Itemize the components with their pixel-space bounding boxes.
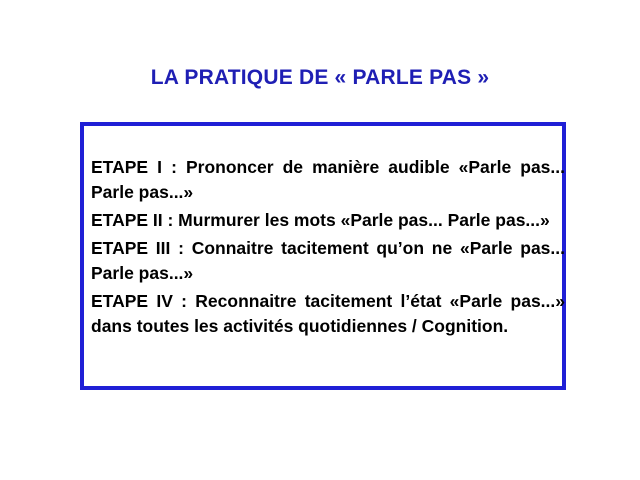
slide-title: LA PRATIQUE DE « PARLE PAS »	[150, 66, 490, 89]
step-2: ETAPE II : Murmurer les mots «Parle pas... Parle pas...»	[91, 210, 550, 230]
step-4: ETAPE IV : Reconnaitre tacitement l’état «Parle pas...» dans toutes les activités quotidiennes / Cognition.	[91, 291, 565, 336]
step-1: ETAPE I : Prononcer de manière audible «Parle pas... Parle pas...»	[91, 157, 565, 202]
steps-box	[80, 122, 566, 390]
step-3: ETAPE III : Connaitre tacitement qu’on ne «Parle pas... Parle pas...»	[91, 238, 565, 283]
steps-list	[91, 155, 565, 342]
